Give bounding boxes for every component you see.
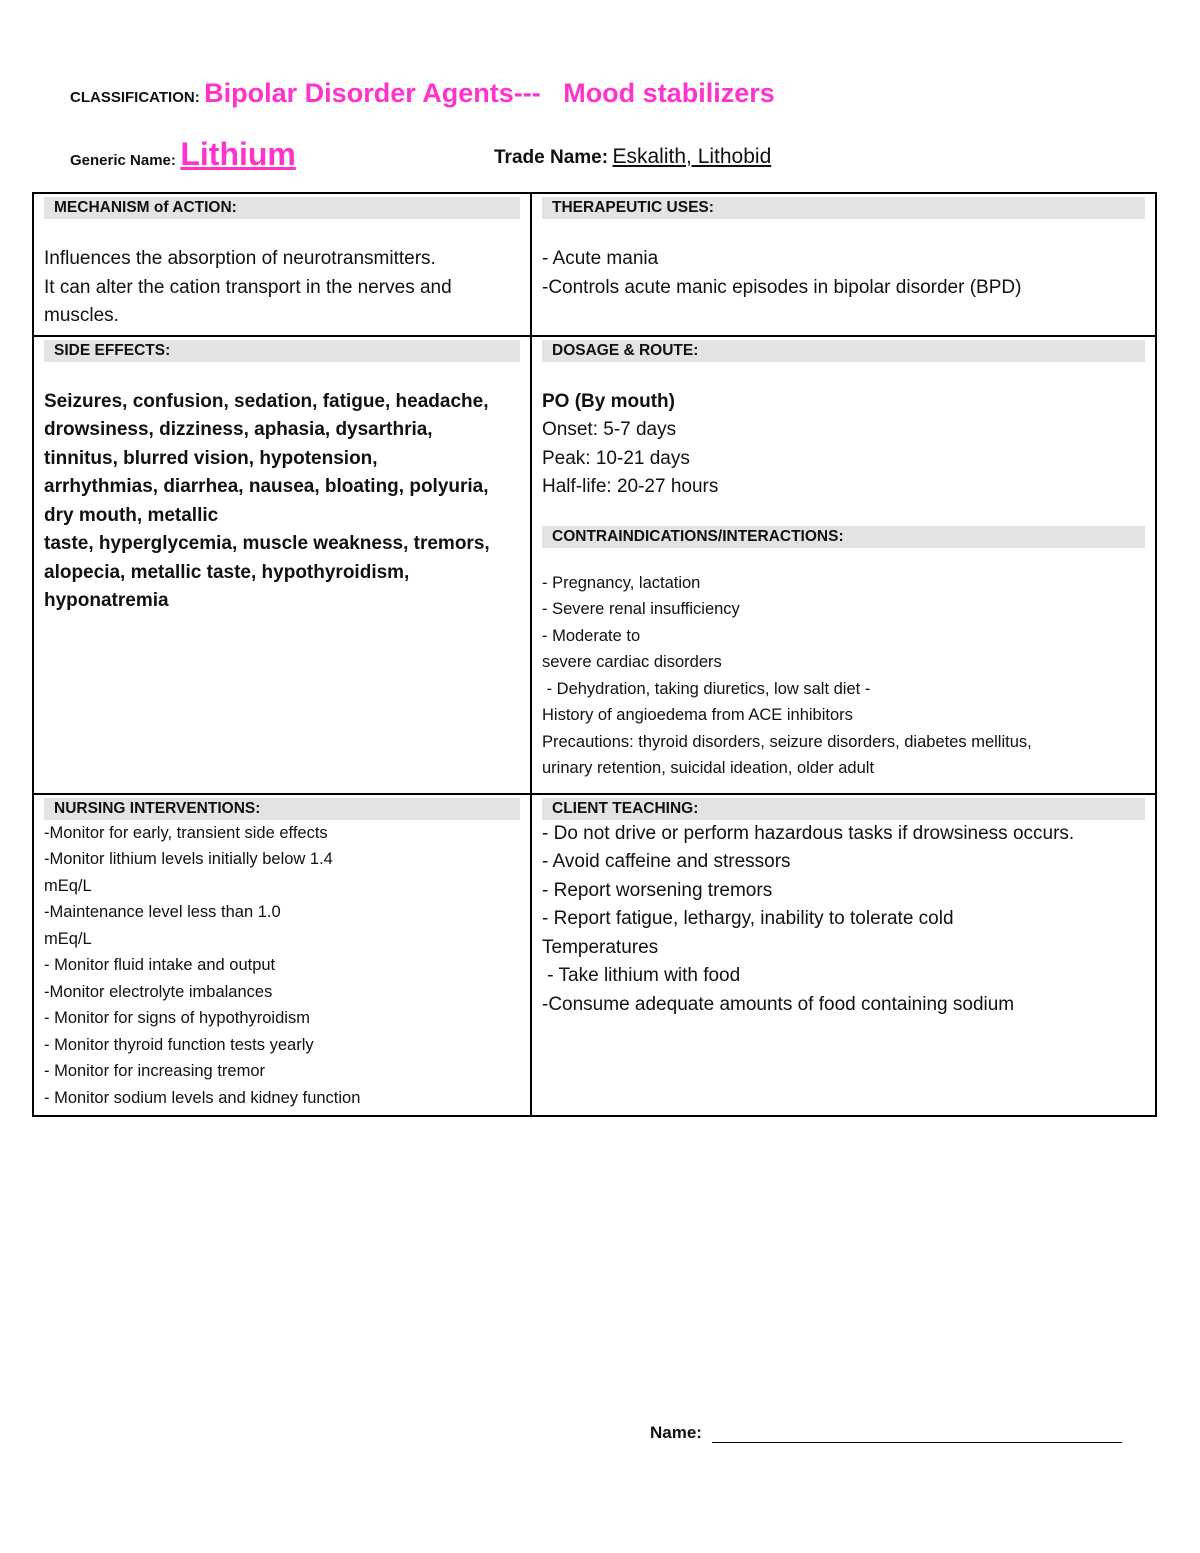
teaching-line: - Avoid caffeine and stressors xyxy=(542,851,791,872)
nursing-cell xyxy=(33,794,531,1117)
teaching-line: - Take lithium with food xyxy=(542,965,741,986)
nursing-line: - Monitor for signs of hypothyroidism xyxy=(44,1009,310,1027)
trade-name-group xyxy=(494,145,771,169)
contraindication-line: - Pregnancy, lactation xyxy=(542,573,701,592)
teaching-line: - Do not drive or perform hazardous tasks if drowsiness occurs. xyxy=(542,822,1075,844)
nursing-line: - Monitor for increasing tremor xyxy=(44,1062,265,1080)
nursing-heading: NURSING INTERVENTIONS: xyxy=(44,798,520,820)
dosage-body xyxy=(542,388,1145,502)
teaching-line: - Report fatigue, lethargy, inability to tolerate cold xyxy=(542,908,954,929)
therapeutic-line: -Controls acute manic episodes in bipolar disorder (BPD) xyxy=(542,276,1022,298)
dosage-line: Peak: 10-21 days xyxy=(542,447,690,469)
generic-name-value: Lithium xyxy=(180,136,296,172)
nursing-line: mEq/L xyxy=(44,929,92,948)
dosage-heading: DOSAGE & ROUTE: xyxy=(542,340,1145,362)
teaching-line: Temperatures xyxy=(542,936,659,958)
teaching-line: - Report worsening tremors xyxy=(542,879,773,901)
mechanism-body xyxy=(44,245,520,331)
mechanism-line: Influences the absorption of neurotransmitters. xyxy=(44,248,436,269)
generic-name-label: Generic Name: xyxy=(70,152,176,169)
therapeutic-cell xyxy=(531,193,1156,336)
table-row xyxy=(33,193,1156,336)
contraindication-line: History of angioedema from ACE inhibitors xyxy=(542,706,853,724)
mechanism-cell xyxy=(33,193,531,336)
nursing-line: - Monitor thyroid function tests yearly xyxy=(44,1035,314,1054)
contraindications-heading: CONTRAINDICATIONS/INTERACTIONS: xyxy=(542,526,1145,548)
side-effects-cell xyxy=(33,336,531,794)
dosage-line: Onset: 5-7 days xyxy=(542,419,677,440)
side-effect-line: Seizures, confusion, sedation, fatigue, headache, xyxy=(44,390,489,412)
side-effect-line: hyponatremia xyxy=(44,590,169,611)
teaching-line: -Consume adequate amounts of food containing sodium xyxy=(542,993,1015,1015)
nursing-line: -Monitor for early, transient side effects xyxy=(44,823,328,842)
trade-name-label: Trade Name: xyxy=(494,147,609,168)
table-row xyxy=(33,794,1156,1117)
name-label: Name: xyxy=(650,1423,702,1442)
nursing-line: mEq/L xyxy=(44,876,92,895)
dosage-line: Half-life: 20-27 hours xyxy=(542,476,719,497)
contraindications-body xyxy=(542,570,1145,782)
nursing-line: - Monitor sodium levels and kidney function xyxy=(44,1088,361,1107)
side-effects-body xyxy=(44,388,520,616)
teaching-heading: CLIENT TEACHING: xyxy=(542,798,1145,820)
name-blank-line[interactable] xyxy=(712,1422,1122,1443)
dosage-route: PO (By mouth) xyxy=(542,390,675,412)
contraindication-line: severe cardiac disorders xyxy=(542,653,722,671)
dosage-contraindications-cell xyxy=(531,336,1156,794)
classification-label: CLASSIFICATION: xyxy=(70,89,200,106)
side-effect-line: arrhythmias, diarrhea, nausea, bloating, polyuria, xyxy=(44,476,489,497)
trade-name-value: Eskalith, Lithobid xyxy=(612,145,772,168)
mechanism-heading: MECHANISM of ACTION: xyxy=(44,197,520,219)
therapeutic-body xyxy=(542,245,1145,302)
mechanism-line: muscles. xyxy=(44,305,119,326)
side-effect-line: tinnitus, blurred vision, hypotension, xyxy=(44,447,378,469)
nursing-line: -Monitor electrolyte imbalances xyxy=(44,982,273,1001)
nursing-line: -Monitor lithium levels initially below 1.4 xyxy=(44,850,333,868)
nursing-line: -Maintenance level less than 1.0 xyxy=(44,903,281,921)
contraindication-line: urinary retention, suicidal ideation, older adult xyxy=(542,759,875,777)
names-row xyxy=(70,136,970,173)
teaching-body xyxy=(542,820,1145,1020)
contraindication-line: - Severe renal insufficiency xyxy=(542,600,740,618)
contraindication-line: - Dehydration, taking diuretics, low salt diet - xyxy=(542,679,871,698)
nursing-body xyxy=(44,820,520,1112)
side-effect-line: dry mouth, metallic xyxy=(44,504,219,526)
teaching-cell xyxy=(531,794,1156,1117)
table-row xyxy=(33,336,1156,794)
classification-row xyxy=(70,78,775,109)
side-effect-line: alopecia, metallic taste, hypothyroidism, xyxy=(44,561,410,583)
therapeutic-heading: THERAPEUTIC USES: xyxy=(542,197,1145,219)
side-effect-line: drowsiness, dizziness, aphasia, dysarthria, xyxy=(44,419,433,440)
nursing-line: - Monitor fluid intake and output xyxy=(44,956,276,974)
side-effects-heading: SIDE EFFECTS: xyxy=(44,340,520,362)
side-effect-line: taste, hyperglycemia, muscle weakness, tremors, xyxy=(44,533,490,554)
therapeutic-line: - Acute mania xyxy=(542,248,659,269)
mechanism-line: It can alter the cation transport in the nerves and xyxy=(44,276,452,298)
contraindication-line: - Moderate to xyxy=(542,626,641,645)
classification-value: Bipolar Disorder Agents--- Mood stabilizers xyxy=(204,78,775,108)
name-signature-area xyxy=(650,1422,1122,1443)
contraindication-line: Precautions: thyroid disorders, seizure disorders, diabetes mellitus, xyxy=(542,732,1032,751)
drug-card-table xyxy=(32,192,1157,1117)
